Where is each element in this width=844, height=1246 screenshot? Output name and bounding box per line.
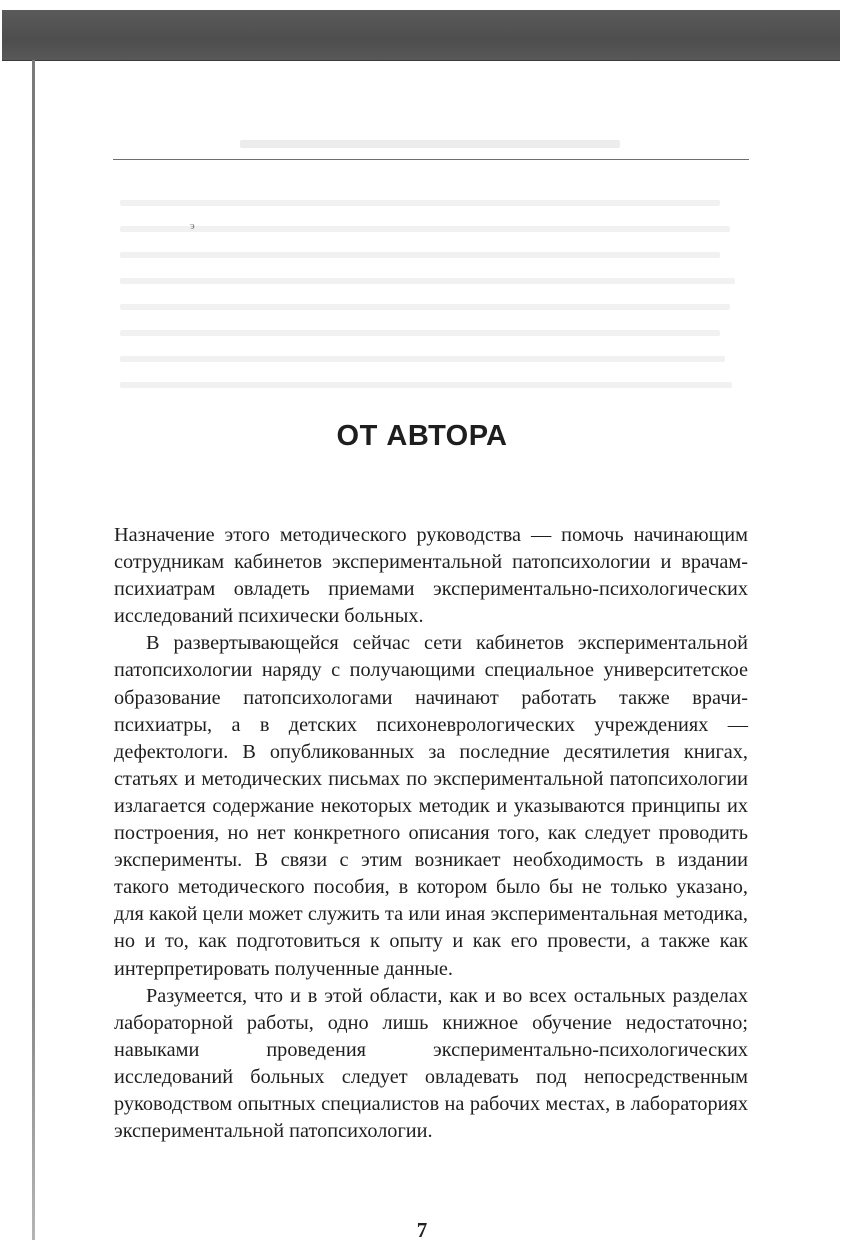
bleedthrough-line	[120, 304, 730, 310]
bleedthrough-line	[120, 200, 720, 206]
paragraph-3: Разумеется, что и в этой области, как и во всех остальных разделах лабораторной работы, одно лишь книжное обучение недостаточно; навыками проведения экспериментально-психологических исследований больных следует овладевать под непосредственным руководством опытных специалистов на рабочих местах, в лабораториях экспериментальной патопсихологии.	[114, 984, 748, 1143]
bleedthrough-line	[120, 382, 732, 388]
header-rule	[113, 159, 749, 160]
bleedthrough-line	[120, 356, 725, 362]
chapter-title: ОТ АВТОРА	[336, 420, 508, 452]
scan-top-dark-band	[2, 10, 840, 61]
book-spine-shadow-line	[32, 60, 35, 1240]
page-number: 7	[416, 1218, 428, 1242]
bleedthrough-line	[120, 278, 735, 284]
bleedthrough-line	[120, 330, 720, 336]
paragraph-1: Назначение этого методического руководства — помочь начинающим сотрудникам кабинетов экспериментальной патопсихологии и врачам-психиатрам овладеть приемами экспериментально-психологических исследований психически больных.	[114, 524, 748, 628]
running-head-bleedthrough	[240, 140, 620, 148]
stray-ink-mark: э	[190, 220, 195, 232]
bleedthrough-line	[120, 252, 720, 258]
body-text	[114, 522, 748, 1145]
bleedthrough-line	[120, 226, 730, 232]
paragraph-2: В развертывающейся сейчас сети кабинетов экспериментальной патопсихологии наряду с получающими специальное университетское образование патопсихологами начинают работать также врачи-психиатры, а в детских психоневрологических учреждениях — дефектологи. В опубликованных за последние десятилетия книгах, статьях и методических письмах по экспериментальной патопсихологии излагается содержание некоторых методик и указываются принципы их построения, но нет конкретного описания того, как следует проводить эксперименты. В связи с этим возникает необходимость в издании такого методического пособия, в котором было бы не только указано, для какой цели может служить та или иная экспериментальная методика, но и то, как подготовиться к опыту и как его провести, а также как интерпретировать полученные данные.	[114, 632, 748, 980]
